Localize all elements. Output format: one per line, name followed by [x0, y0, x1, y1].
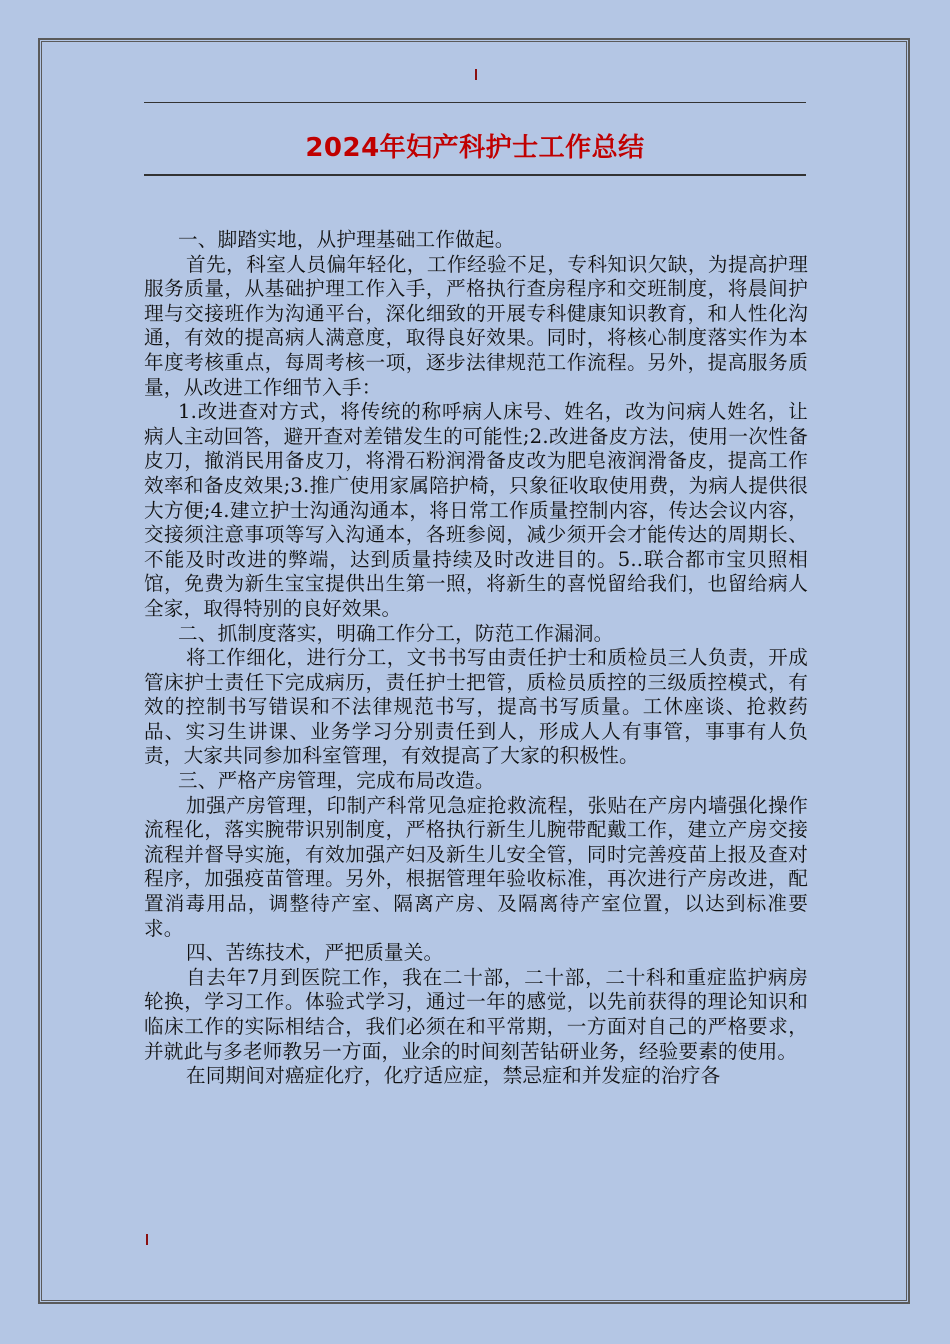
header-tick-mark	[475, 69, 477, 80]
section-4-paragraph-1: 自去年7月到医院工作，我在二十部，二十部，二十科和重症监护病房轮换，学习工作。体验式学习，通过一年的感觉，以先前获得的理论知识和临床工作的实际相结合，我们必须在和平常期，一方面对自己的严格要求，并就此与多老师教另一方面，业余的时间刻苦钻研业务，经验要素的使用。	[144, 965, 808, 1063]
footer-tick-mark	[146, 1234, 148, 1245]
section-heading-3: 三、严格产房管理，完成布局改造。	[178, 769, 495, 793]
section-4-paragraph-2: 在同期间对癌症化疗，化疗适应症，禁忌症和并发症的治疗各	[186, 1064, 721, 1088]
header-rule	[144, 102, 806, 103]
section-1-paragraph-2: 1.改进查对方式，将传统的称呼病人床号、姓名，改为问病人姓名，让病人主动回答，避开查对差错发生的可能性;2.改进备皮方法，使用一次性备皮刀，撤消民用备皮刀，将滑石粉润滑备皮改为肥皂液润滑备皮，提高工作效率和备皮效果;3.推广使用家属陪护椅，只象征收取使用费，为病人提供很大方便;4.建立护士沟通沟通本，将日常工作质量控制内容，传达会议内容，交接须注意事项等写入沟通本，各班参阅，减少须开会才能传达的周期长、不能及时改进的弊端，达到质量持续及时改进目的。5..联合都市宝贝照相馆，免费为新生宝宝提供出生第一照，将新生的喜悦留给我们，也留给病人全家，取得特别的良好效果。	[144, 400, 808, 620]
title-underline	[144, 174, 806, 176]
section-heading-2: 二、抓制度落实，明确工作分工，防范工作漏洞。	[178, 621, 614, 645]
section-heading-4: 四、苦练技术，严把质量关。	[186, 941, 444, 965]
section-2-paragraph-1: 将工作细化，进行分工，文书书写由责任护士和质检员三人负责，开成管床护士责任下完成病历，责任护士把管，质检员质控的三级质控模式，有效的控制书写错误和不法律规范书写，提高书写质量。工休座谈、抢救药品、实习生讲课、业务学习分别责任到人，形成人人有事管，事事有人负责，大家共同参加科室管理，有效提高了大家的积极性。	[144, 646, 808, 768]
document-body	[144, 228, 808, 1089]
document-title: 2024年妇产科护士工作总结	[305, 133, 645, 163]
section-3-paragraph-1: 加强产房管理，印制产科常见急症抢救流程，张贴在产房内墙强化操作流程化，落实腕带识别制度，严格执行新生儿腕带配戴工作，建立产房交接流程并督导实施，有效加强产妇及新生儿安全管，同时完善疫苗上报及查对程序，加强疫苗管理。另外，根据管理年验收标准，再次进行产房改进，配置消毒用品，调整待产室、隔离产房、及隔离待产室位置，以达到标准要求。	[144, 793, 808, 940]
section-heading-1: 一、脚踏实地，从护理基础工作做起。	[178, 228, 515, 251]
section-1-paragraph-1: 首先，科室人员偏年轻化，工作经验不足，专科知识欠缺，为提高护理服务质量，从基础护理工作入手，严格执行查房程序和交班制度，将晨间护理与交接班作为沟通平台，深化细致的开展专科健康知识教育，和人性化沟通，有效的提高病人满意度，取得良好效果。同时，将核心制度落实作为本年度考核重点，每周考核一项，逐步法律规范工作流程。另外，提高服务质量，从改进工作细节入手：	[144, 252, 808, 399]
